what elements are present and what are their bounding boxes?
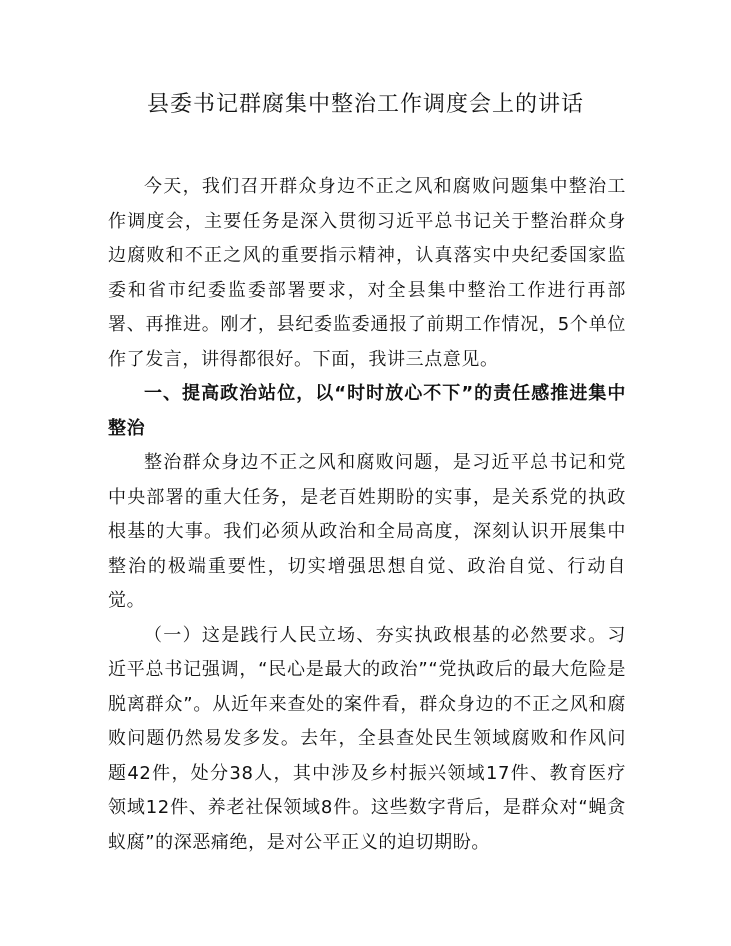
intro-paragraph: 今天，我们召开群众身边不正之风和腐败问题集中整治工作调度会，主要任务是深入贯彻习近平总书记关于整治群众身边腐败和不正之风的重要指示精神，认真落实中央纪委国家监委和省市纪委监委部署要求，对全县集中整治工作进行再部署、再推进。刚才，县纪委监委通报了前期工作情况，5个单位作了发言，讲得都很好。下面，我讲三点意见。 [108,176,626,370]
document-body [108,170,626,860]
section-1-paragraph: 整治群众身边不正之风和腐败问题，是习近平总书记和党中央部署的重大任务，是老百姓期盼的实事，是关系党的执政根基的大事。我们必须从政治和全局高度，深刻认识开展集中整治的极端重要性，切实增强思想自觉、政治自觉、行动自觉。 [108,452,626,611]
section-heading-1: 一、提高政治站位，以“时时放心不下”的责任感推进集中整治 [108,383,626,439]
document-title: 县委书记群腐集中整治工作调度会上的讲话 [146,92,584,117]
subsection-1-paragraph: （一）这是践行人民立场、夯实执政根基的必然要求。习近平总书记强调，“民心是最大的政治”“党执政后的最大危险是脱离群众”。从近年来查处的案件看，群众身边的不正之风和腐败问题仍然易发多发。去年，全县查处民生领域腐败和作风问题42件，处分38人，其中涉及乡村振兴领域17件、教育医疗领域12件、养老社保领域8件。这些数字背后，是群众对“蝇贪蚁腐”的深恶痛绝，是对公平正义的迫切期盼。 [108,624,626,853]
